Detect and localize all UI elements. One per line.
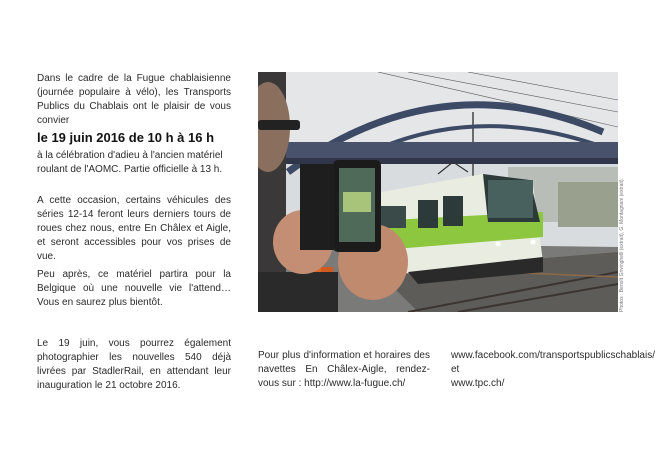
event-date-headline: le 19 juin 2016 de 10 h à 16 h (37, 130, 215, 145)
paragraph-new-trains: Le 19 juin, vous pourrez également photographier les nouvelles 540 déjà livrées par StadlerRail, en attendant leur inauguration le 21 octobre 2016. (37, 338, 231, 391)
intro-text-block (37, 72, 231, 128)
website-link[interactable]: www.tpc.ch/ (451, 378, 505, 389)
celebration-text: à la célébration d'adieu à l'ancien matériel roulant de l'AOMC. Partie officielle à 13 h. (37, 150, 223, 175)
train-photo-illustration (258, 72, 618, 312)
web-links (451, 349, 655, 391)
links-joiner: et (451, 364, 460, 375)
facebook-link[interactable]: www.facebook.com/transportspublicschablais/ (451, 350, 655, 361)
paragraph-belgium: Peu après, ce matériel partira pour la Belgique où une nouvelle vie l'attend… Vous en saurez plus bientôt. (37, 269, 231, 308)
train-photo (258, 72, 618, 312)
photo-credit: Photos : Benoît Grivinghelli (extrait), G. Montagnani (extrait). (619, 178, 625, 312)
paragraph-vehicles: A cette occasion, certains véhicules des séries 12-14 feront leurs derniers tours de roues chez nous, entre En Châlex et Aigle, et seront accessibles pour vos prises de vue. (37, 195, 231, 262)
intro-paragraph: Dans le cadre de la Fugue chablaisienne (journée populaire à vélo), les Transports Publics du Chablais ont le plaisir de vous convier (37, 73, 231, 126)
info-text: Pour plus d'information et horaires des navettes En Châlex-Aigle, rendez-vous sur : http://www.la-fugue.ch/ (258, 350, 430, 389)
